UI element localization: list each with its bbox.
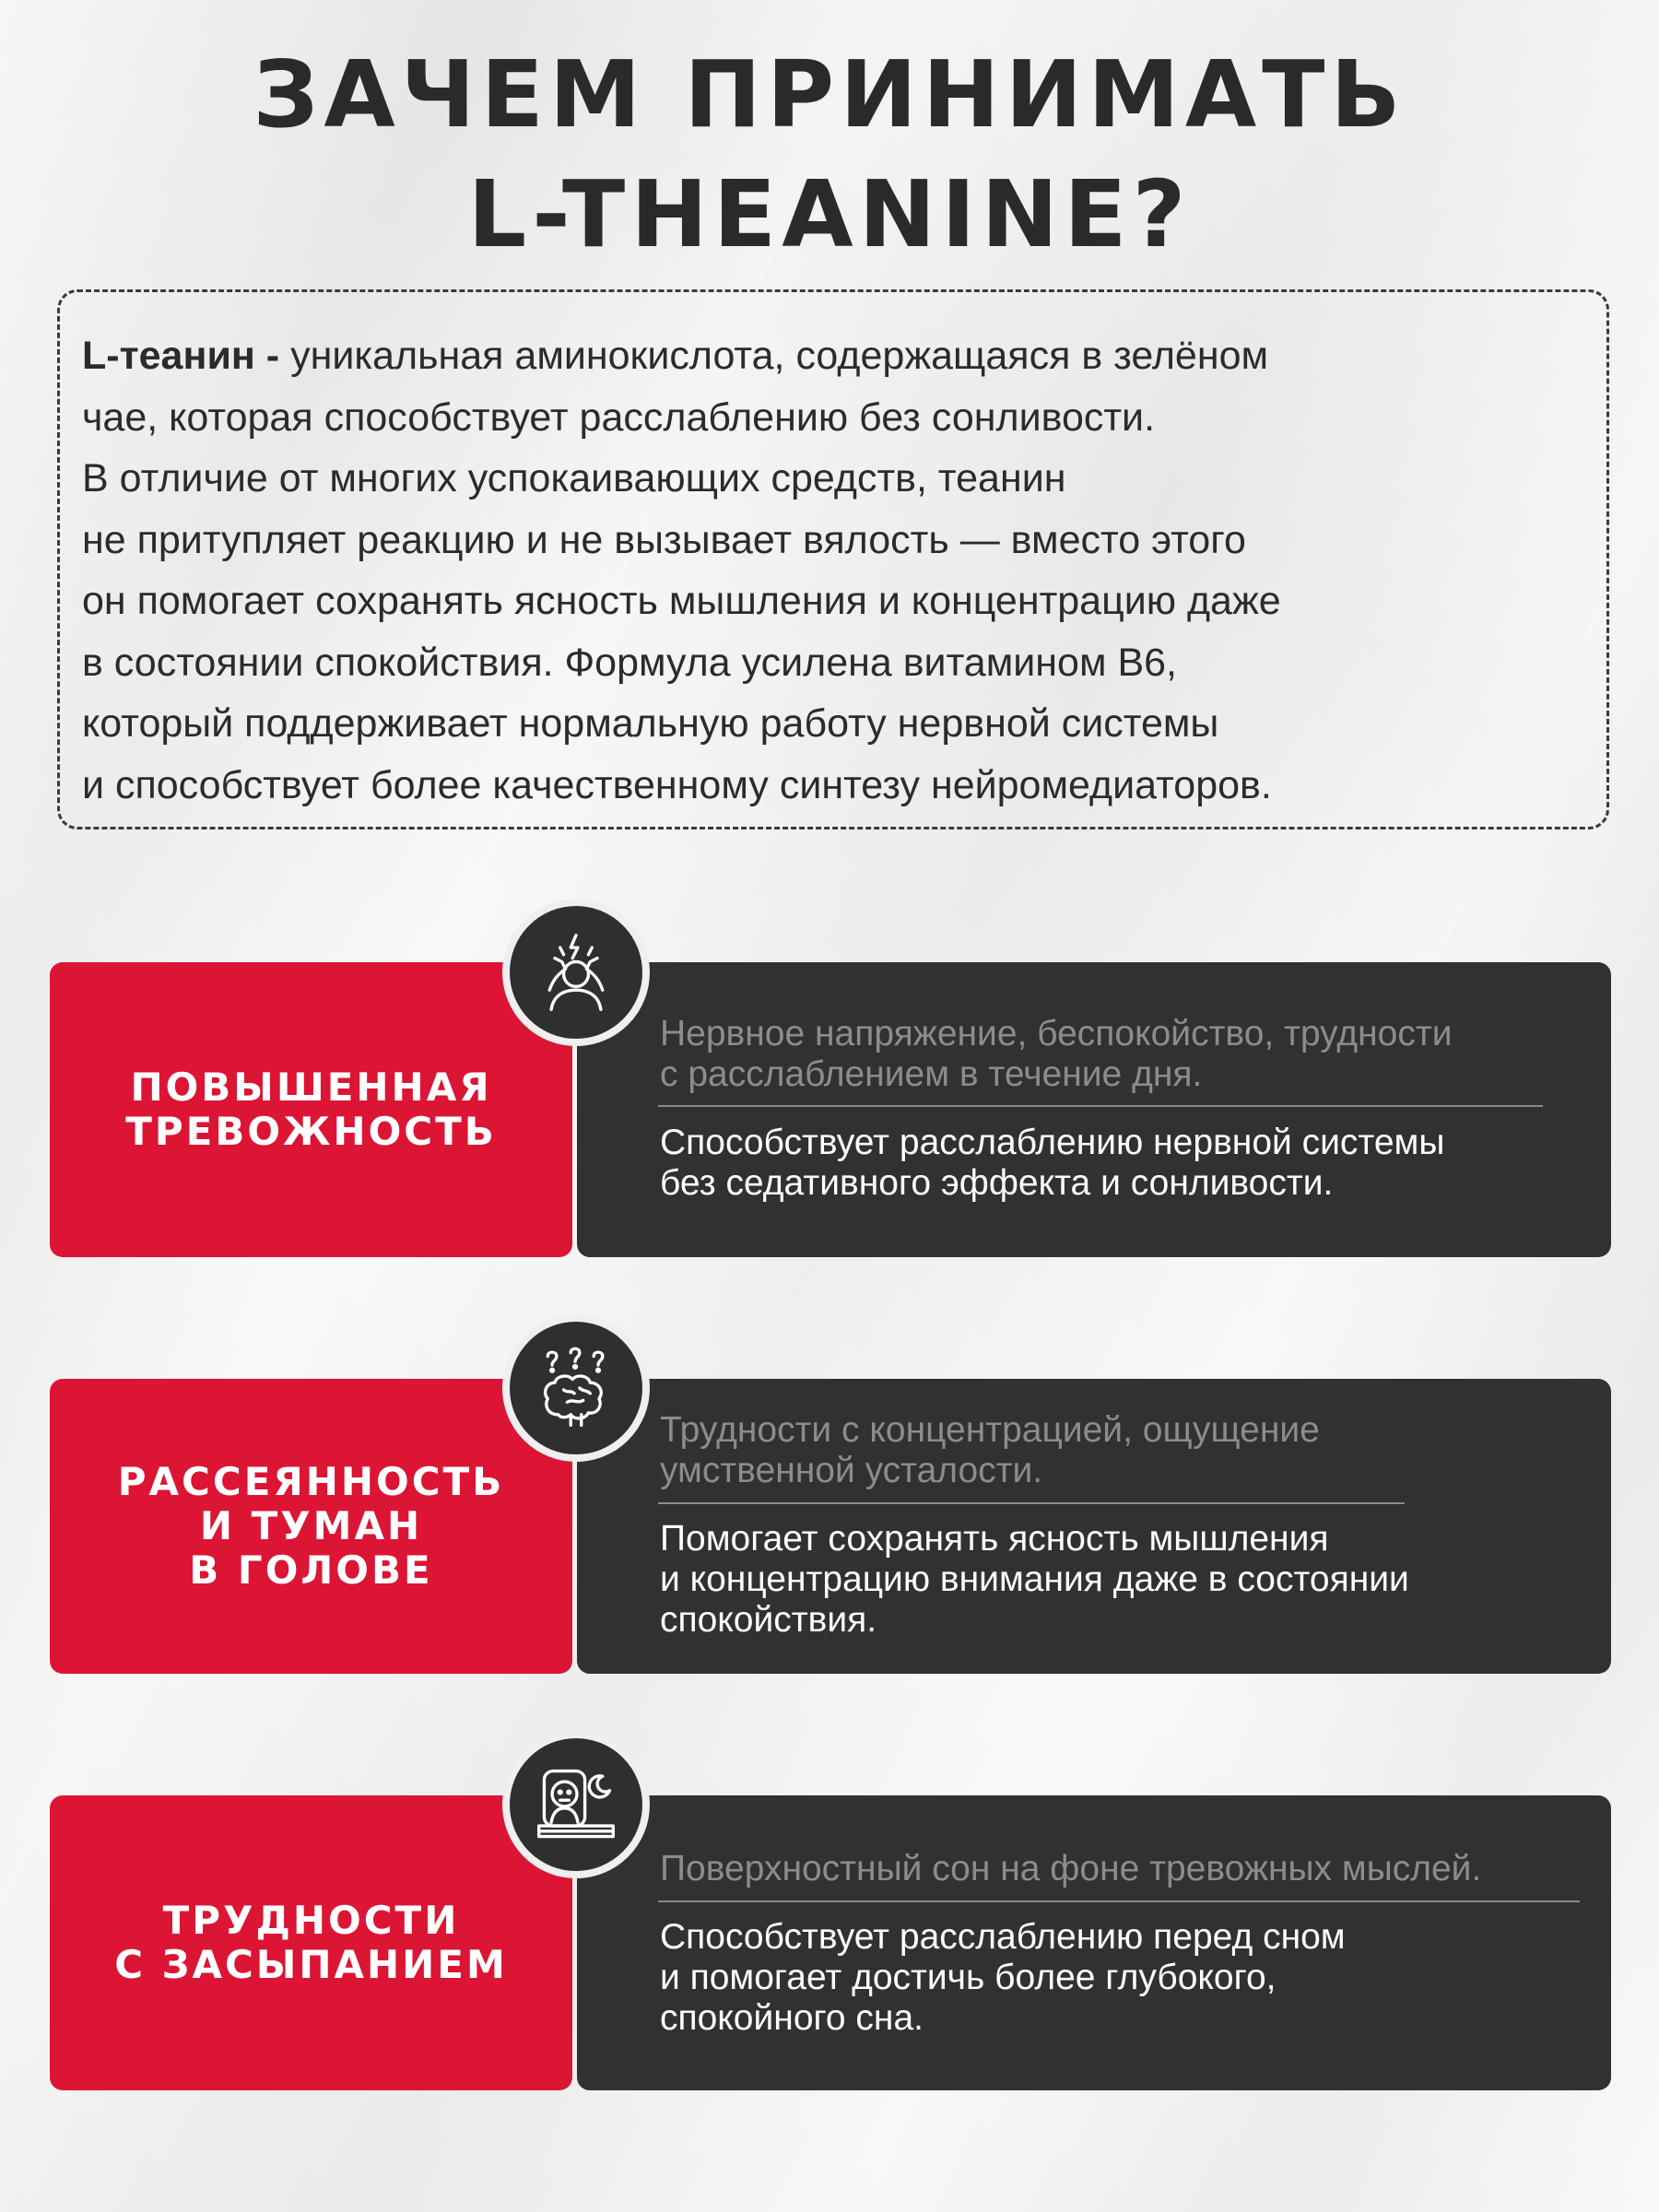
card-divider bbox=[658, 1105, 1543, 1107]
card-text-panel bbox=[577, 1379, 1611, 1674]
card-problem-line: Нервное напряжение, беспокойство, трудности bbox=[660, 1014, 1453, 1053]
confused-brain-icon-badge bbox=[502, 1314, 650, 1462]
card-problem bbox=[660, 1014, 1593, 1095]
card-label-panel bbox=[50, 962, 572, 1257]
intro-line: чае, которая способствует расслаблению без сонливости. bbox=[82, 394, 1156, 440]
card-text-panel bbox=[577, 1795, 1611, 2090]
card-label-line: ТРУДНОСТИ bbox=[162, 1898, 460, 1943]
card-divider bbox=[658, 1900, 1580, 1902]
card-problem bbox=[660, 1849, 1593, 1889]
card-label-line: С ЗАСЫПАНИЕМ bbox=[114, 1942, 508, 1987]
card-text-panel bbox=[577, 962, 1611, 1257]
card-solution-line: спокойствия. bbox=[660, 1600, 877, 1640]
intro-line: В отличие от многих успокаивающих средств, теанин bbox=[82, 456, 1066, 500]
sleepless-person-icon-badge bbox=[502, 1731, 650, 1878]
confused-brain-icon bbox=[532, 1344, 620, 1432]
card-divider bbox=[658, 1502, 1405, 1504]
intro-line bbox=[82, 325, 1597, 387]
intro-line: он помогает сохранять ясность мышления и концентрацию даже bbox=[82, 579, 1281, 623]
card-solution-line: спокойного сна. bbox=[660, 1998, 924, 2038]
card-label bbox=[125, 1065, 497, 1154]
intro-line: в состоянии спокойствия. Формула усилена витамином В6, bbox=[82, 640, 1178, 685]
card-solution bbox=[660, 1519, 1593, 1641]
card-label-panel bbox=[50, 1379, 572, 1674]
intro-text: уникальная аминокислота, содержащаяся в зелёном bbox=[290, 334, 1269, 378]
stressed-head-icon bbox=[532, 928, 620, 1017]
stressed-head-icon-badge bbox=[502, 899, 650, 1046]
card-solution-line: без седативного эффекта и сонливости. bbox=[660, 1163, 1334, 1203]
card-solution-line: Способствует расслаблению перед сном bbox=[660, 1917, 1346, 1957]
benefit-card-anxiety bbox=[50, 962, 1611, 1257]
card-label-line: ПОВЫШЕННАЯ bbox=[130, 1065, 492, 1110]
card-problem bbox=[660, 1410, 1593, 1491]
card-problem-line: с расслаблением в течение дня. bbox=[660, 1054, 1203, 1094]
intro-box bbox=[57, 289, 1609, 830]
page-title bbox=[0, 35, 1659, 275]
benefit-card-focus bbox=[50, 1379, 1611, 1674]
page-title-line-1: ЗАЧЕМ ПРИНИМАТЬ bbox=[253, 41, 1406, 148]
card-solution bbox=[660, 1123, 1593, 1204]
card-solution-line: и помогает достичь более глубокого, bbox=[660, 1958, 1277, 1997]
card-label-line: В ГОЛОВЕ bbox=[189, 1547, 433, 1593]
card-solution-line: Способствует расслаблению нервной системы bbox=[660, 1123, 1445, 1162]
card-label-panel bbox=[50, 1795, 572, 2090]
intro-line: и способствует более качественному синтезу нейромедиаторов. bbox=[82, 762, 1272, 807]
intro-line: не притупляет реакцию и не вызывает вялость — вместо этого bbox=[82, 517, 1246, 562]
card-solution bbox=[660, 1917, 1593, 2039]
card-label-line: И ТУМАН bbox=[199, 1503, 423, 1548]
card-label bbox=[118, 1460, 504, 1593]
card-label-line: ТРЕВОЖНОСТЬ bbox=[125, 1109, 497, 1154]
sleepless-person-icon bbox=[532, 1760, 620, 1849]
card-problem-line: умственной усталости. bbox=[660, 1451, 1043, 1490]
card-problem-line: Поверхностный сон на фоне тревожных мыслей. bbox=[660, 1849, 1482, 1888]
card-solution-line: Помогает сохранять ясность мышления bbox=[660, 1519, 1329, 1559]
card-label-line: РАССЕЯННОСТЬ bbox=[117, 1459, 505, 1504]
card-solution-line: и концентрацию внимания даже в состоянии bbox=[660, 1559, 1409, 1599]
intro-term: L-теанин - bbox=[82, 334, 280, 378]
page-title-line-2: L-THEANINE? bbox=[467, 160, 1192, 268]
card-problem-line: Трудности с концентрацией, ощущение bbox=[660, 1410, 1320, 1450]
intro-line: который поддерживает нормальную работу нервной системы bbox=[82, 701, 1219, 746]
benefit-card-sleep bbox=[50, 1795, 1611, 2090]
card-label bbox=[114, 1899, 508, 1987]
